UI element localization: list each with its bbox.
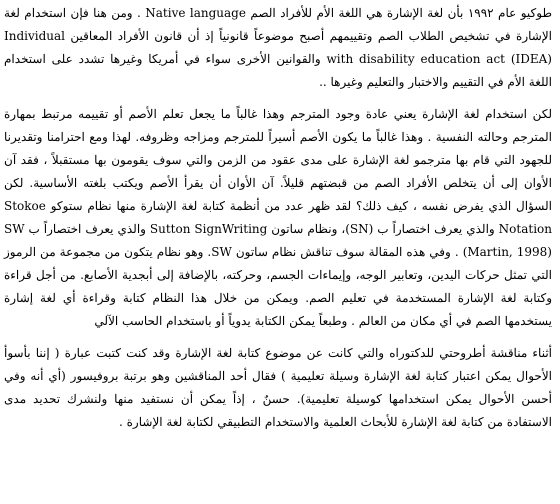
paragraph-3 [4,342,552,434]
text-run: . وفي هذه المقالة سوف تناقش نظام ساتون SW. وهو نظام يتكون من مجموعة من الرموز التي تمثل حركات اليدين، وتعابير الوجه، وإيماءات الجسم، وحركته، بالإضافة إلى أبجدية الأصابع. من أجل قراءة وكتابة لغة الإشارة المستخدمة في تعليم الصم. ويمكن من خلال هذا النظام كتابة وقراءة أي لغة إشارة يستخدمها الصم في أي مكان من العالم . وطبعاً يمكن الكتابة يدوياً أو باستخدام الحاسب الآلي [4,245,552,328]
latin-term: Sutton SignWriting [149,222,268,236]
latin-term: (Martin, 1998) [462,245,552,259]
text-run: . ومن هنا فإن استخدام لغة الإشارة في تشخيص الطلاب الصم وتقييمهم أصبح موضوعاً قانونياً إذ أن قانون الأفراد المعاقين [4,6,552,43]
text-run: أثناء مناقشة أطروحتي للدكتوراه والتي كانت عن موضوع كتابة لغة الإشارة وقد كنت كتبت عبارة ( إننا بأسوأ الأحوال يمكن اعتبار كتابة لغة الإشارة وسيلة تعليمية ) فقال أحد المناقشين وهو برتبة بروفيسور (أي أنه وفي أحسن الأحوال يمكن استخدامها كوسيلة تعليمية). حسنٌ ، إذاً يمكن أن نستفيد منها ولنشرك تحديد مدى الاستفادة من كتابة لغة الإشارة للأبحاث العلمية والاستخدام التطبيقي لكتابة لغة الإشارة . [4,346,552,429]
text-run: طوكيو عام ١٩٩٢ بأن لغة الإشارة هي اللغة الأم للأفراد الصم [245,6,552,20]
text-run: والقوانين الأخرى سواء في أمريكا وغيرها تشدد على استخدام اللغة الأم في التقييم والاختبار والتعليم وغيرها .. [4,52,552,89]
text-run: والذي يعرف اختصاراً ب (SN)، ونظام ساتون [267,222,499,236]
paragraph-gap [4,94,552,103]
paragraph-2 [4,103,552,333]
text-run: لكن استخدام لغة الإشارة يعني عادة وجود المترجم وهذا غالباً ما يجعل تعلم الأصم أو تقييمه مرتبط بمهارة المترجم وحالته النفسية . وهذا غالباً ما يكون الأصم أسيراً للمترجم ومزاجه وظروفه. لهذا ومع احترامنا وتقديرنا للجهود التي قام بها مترجمو لغة الإشارة على مدى عقود من الزمن والتي سوف يقومون بها مستقبلاً ، فقد آن الأوان إلى أن يتخلص الأفراد الصم من قبضتهم قليلاً. آن الأوان أن يقرأ الأصم ويكتب بلغته الأساسية. لكن السؤال الذي يفرض نفسه ، كيف ذلك؟ لقد ظهر عدد من أنظمة كتابة لغة الإشارة منها نظام ستوكو [4,107,552,213]
text-run: والذي يعرف اختصاراً ب SW [4,222,150,236]
latin-term: Native language [145,6,246,20]
latin-term: Stokoe Notation [4,199,552,236]
latin-term: Individual with disability education act (IDEA) [4,29,552,66]
paragraph-1 [4,2,552,94]
paragraph-gap [4,333,552,342]
